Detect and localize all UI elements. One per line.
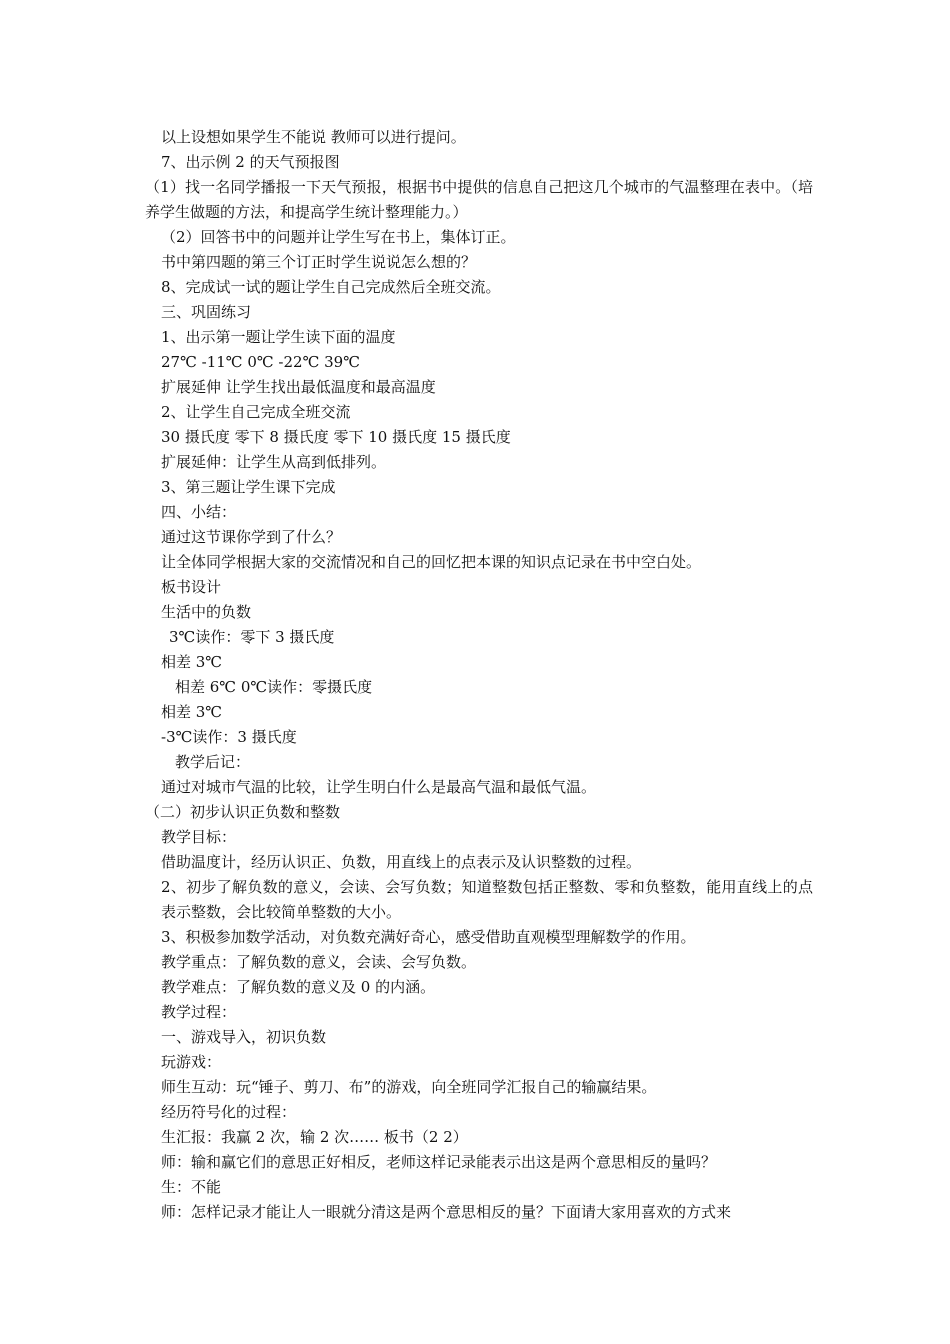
paragraph-line: 书中第四题的第三个订正时学生说说怎么想的？ — [161, 253, 477, 271]
paragraph-line: 板书设计 — [161, 578, 222, 596]
paragraph-line: 1、出示第一题让学生读下面的温度 — [161, 328, 396, 346]
paragraph-line: 师：怎样记录才能让人一眼就分清这是两个意思相反的量？下面请大家用喜欢的方式来 — [161, 1203, 732, 1221]
paragraph-line: 相差 3℃ — [161, 703, 223, 721]
paragraph-line: 30 摄氏度 零下 8 摄氏度 零下 10 摄氏度 15 摄氏度 — [161, 428, 511, 446]
paragraph-line: 2、让学生自己完成全班交流 — [161, 403, 351, 421]
paragraph-line: 一、游戏导入，初识负数 — [161, 1028, 327, 1046]
paragraph-line: 教学重点：了解负数的意义，会读、会写负数。 — [161, 953, 477, 971]
paragraph-line: 生：不能 — [161, 1178, 222, 1196]
paragraph-line: 教学后记： — [175, 753, 251, 771]
paragraph-line: 四、小结： — [161, 503, 237, 521]
paragraph-line: 教学目标： — [161, 828, 237, 846]
paragraph-line: 相差 6℃ 0℃读作：零摄氏度 — [175, 678, 373, 696]
paragraph-line: 3、第三题让学生课下完成 — [161, 478, 336, 496]
paragraph-line: （1）找一名同学播报一下天气预报，根据书中提供的信息自己把这几个城市的气温整理在表中。（培养学生做题的方法，和提高学生统计整理能力。） — [145, 178, 813, 221]
paragraph-line: 让全体同学根据大家的交流情况和自己的回忆把本课的知识点记录在书中空白处。 — [161, 553, 702, 571]
paragraph-line: 扩展延伸 让学生找出最低温度和最高温度 — [161, 378, 436, 396]
paragraph-line: 通过对城市气温的比较，让学生明白什么是最高气温和最低气温。 — [161, 778, 597, 796]
paragraph-line: 玩游戏： — [161, 1053, 222, 1071]
paragraph-line: -3℃读作：3 摄氏度 — [161, 728, 297, 746]
paragraph-line: 通过这节课你学到了什么？ — [161, 528, 342, 546]
paragraph-line: 借助温度计，经历认识正、负数，用直线上的点表示及认识整数的过程。 — [161, 853, 642, 871]
paragraph-line: 经历符号化的过程： — [161, 1103, 297, 1121]
document-body — [145, 125, 813, 1225]
paragraph-line: 相差 3℃ — [161, 653, 223, 671]
paragraph-line: 师生互动：玩“锤子、剪刀、布”的游戏，向全班同学汇报自己的输赢结果。 — [161, 1078, 657, 1096]
paragraph-line: 8、完成试一试的题让学生自己完成然后全班交流。 — [161, 278, 501, 296]
paragraph-line: 生汇报：我赢 2 次，输 2 次…… 板书（2 2） — [161, 1128, 468, 1146]
paragraph-line: 生活中的负数 — [161, 603, 252, 621]
paragraph-line: 师：输和赢它们的意思正好相反，老师这样记录能表示出这是两个意思相反的量吗？ — [161, 1153, 717, 1171]
paragraph-line: 27℃ -11℃ 0℃ -22℃ 39℃ — [161, 353, 360, 371]
paragraph-line: 3℃读作：零下 3 摄氏度 — [169, 628, 335, 646]
paragraph-line: 2、初步了解负数的意义，会读、会写负数；知道整数包括正整数、零和负整数，能用直线上的点表示整数，会比较简单整数的大小。 — [161, 878, 813, 921]
paragraph-line: 以上设想如果学生不能说 教师可以进行提问。 — [161, 128, 466, 146]
paragraph-line: 三、巩固练习 — [161, 303, 252, 321]
paragraph-line: 教学难点：了解负数的意义及 0 的内涵。 — [161, 978, 436, 996]
paragraph-line: 7、出示例 2 的天气预报图 — [161, 153, 340, 171]
paragraph-line: （2）回答书中的问题并让学生写在书上，集体订正。 — [161, 228, 516, 246]
paragraph-line: 扩展延伸：让学生从高到低排列。 — [161, 453, 387, 471]
paragraph-line: 教学过程： — [161, 1003, 237, 1021]
paragraph-line: （二）初步认识正负数和整数 — [145, 803, 341, 821]
paragraph-line: 3、积极参加数学活动，对负数充满好奇心，感受借助直观模型理解数学的作用。 — [161, 928, 696, 946]
